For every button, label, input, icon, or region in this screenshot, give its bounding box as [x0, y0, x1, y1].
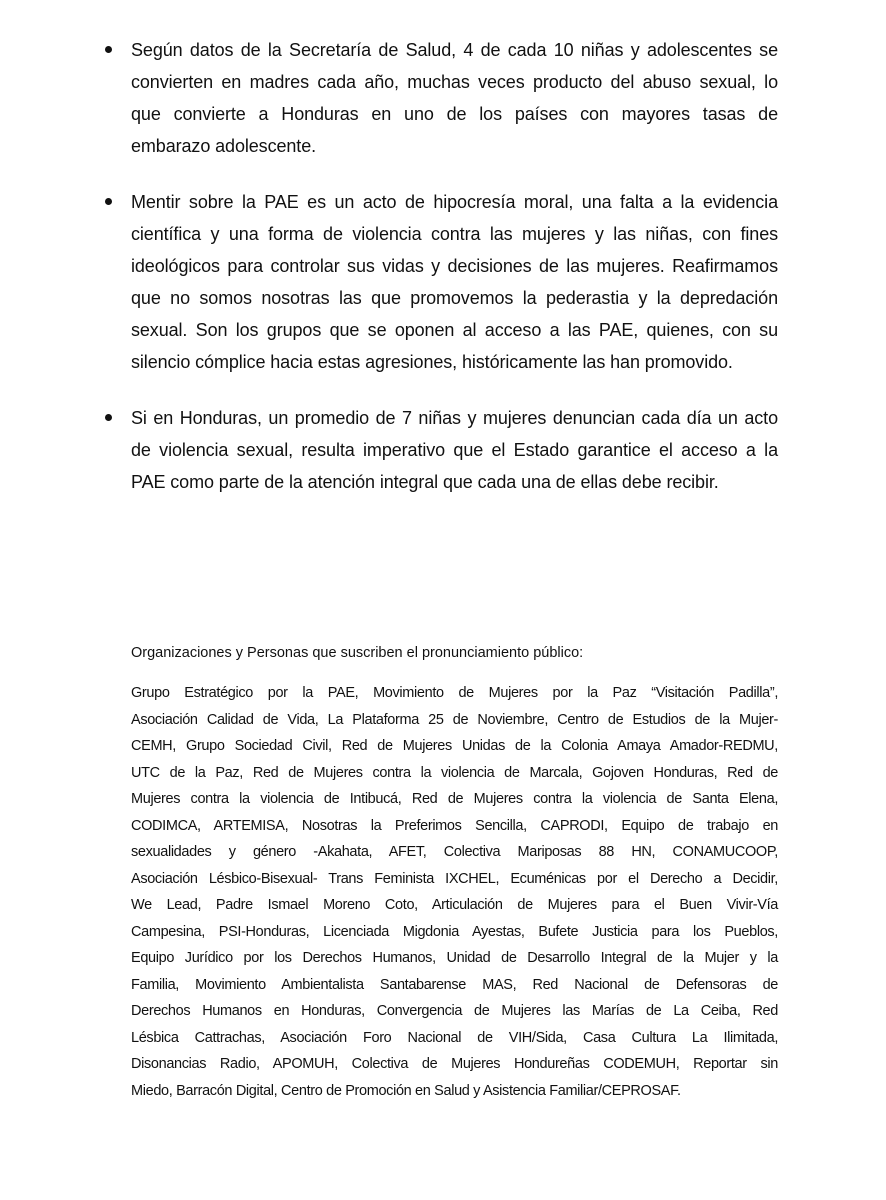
- signatories-line: Disonancias Radio, APOMUH, Colectiva de Mujeres Hondureñas CODEMUH, Reportar sin: [131, 1056, 778, 1072]
- signatories-line: Asociación Calidad de Vida, La Plataforma 25 de Noviembre, Centro de Estudios de la Mujer-: [131, 711, 778, 728]
- signatories-line: UTC de la Paz, Red de Mujeres contra la violencia de Marcala, Gojoven Honduras, Red de: [131, 764, 778, 781]
- signatories-line: Familia, Movimiento Ambientalista Santabarense MAS, Red Nacional de Defensoras de: [131, 976, 778, 993]
- signatories-line: Derechos Humanos en Honduras, Convergencia de Mujeres las Marías de La Ceiba, Red: [131, 1003, 778, 1019]
- bullet-line: embarazo adolescente.: [131, 136, 317, 156]
- signatories-paragraph: [131, 680, 778, 1104]
- signatories-line: We Lead, Padre Ismael Moreno Coto, Articulación de Mujeres para el Buen Vivir-Vía: [131, 897, 778, 913]
- bullet-line: Según datos de la Secretaría de Salud, 4 de cada 10 niñas y adolescentes se: [131, 40, 778, 60]
- bullet-line: Mentir sobre la PAE es un acto de hipocresía moral, una falta a la evidencia: [131, 192, 778, 212]
- bullet-line: ideológicos para controlar sus vidas y decisiones de las mujeres. Reafirmamos: [131, 256, 778, 276]
- bullet-line: científica y una forma de violencia contra las mujeres y las niñas, con fines: [131, 224, 778, 244]
- bullet-line: de violencia sexual, resulta imperativo que el Estado garantice el acceso a la: [131, 440, 778, 460]
- signatories-line: Mujeres contra la violencia de Intibucá, Red de Mujeres contra la violencia de Santa Elena,: [131, 791, 778, 807]
- bullet-line: Si en Honduras, un promedio de 7 niñas y mujeres denuncian cada día un acto: [131, 408, 778, 428]
- bullet-line: sexual. Son los grupos que se oponen al acceso a las PAE, quienes, con su: [131, 320, 778, 340]
- signatories-line: Lésbica Cattrachas, Asociación Foro Nacional de VIH/Sida, Casa Cultura La Ilimitada,: [131, 1029, 778, 1046]
- bullet-line: PAE como parte de la atención integral que cada una de ellas debe recibir.: [131, 472, 719, 492]
- bullet-list: [131, 34, 778, 522]
- signatories-line: sexualidades y género -Akahata, AFET, Colectiva Mariposas 88 HN, CONAMUCOOP,: [131, 844, 778, 860]
- signatories-line: Campesina, PSI-Honduras, Licenciada Migdonia Ayestas, Bufete Justicia para los Pueblos,: [131, 923, 778, 940]
- bullet-line: silencio cómplice hacia estas agresiones, históricamente las han promovido.: [131, 352, 733, 372]
- signatories-line: Equipo Jurídico por los Derechos Humanos, Unidad de Desarrollo Integral de la Mujer y la: [131, 950, 778, 966]
- bullet-item: [131, 34, 778, 162]
- signatories-line: Miedo, Barracón Digital, Centro de Promoción en Salud y Asistencia Familiar/CEPROSAF.: [131, 1082, 681, 1099]
- bullet-item: [131, 402, 778, 498]
- signatories-line: Asociación Lésbico-Bisexual- Trans Feminista IXCHEL, Ecuménicas por el Derecho a Decidir,: [131, 870, 778, 887]
- bullet-line: convierten en madres cada año, muchas veces producto del abuso sexual, lo: [131, 72, 778, 92]
- bullet-dot-icon: [105, 46, 112, 53]
- bullet-line: que no somos nosotras las que promovemos la pederastia y la depredación: [131, 288, 778, 308]
- signatories-line: CODIMCA, ARTEMISA, Nosotras la Preferimos Sencilla, CAPRODI, Equipo de trabajo en: [131, 817, 778, 834]
- bullet-line: que convierte a Honduras en uno de los países con mayores tasas de: [131, 104, 778, 124]
- bullet-item: [131, 186, 778, 378]
- bullet-dot-icon: [105, 198, 112, 205]
- signatories-line: Grupo Estratégico por la PAE, Movimiento de Mujeres por la Paz “Visitación Padilla”,: [131, 685, 778, 701]
- signatories-section: [131, 642, 778, 1104]
- signatories-title: Organizaciones y Personas que suscriben el pronunciamiento público:: [131, 645, 584, 661]
- bullet-dot-icon: [105, 414, 112, 421]
- signatories-line: CEMH, Grupo Sociedad Civil, Red de Mujeres Unidas de la Colonia Amaya Amador-REDMU,: [131, 738, 778, 754]
